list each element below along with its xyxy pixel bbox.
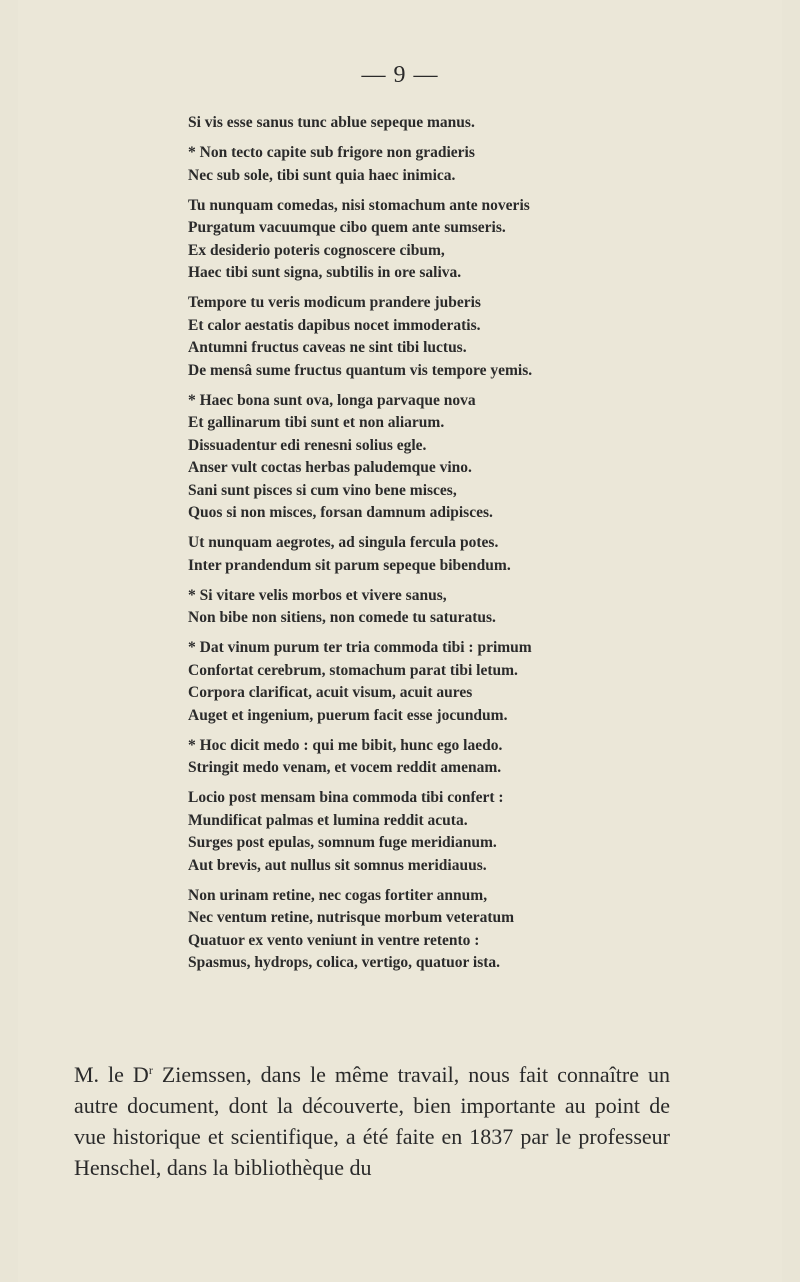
stanza (188, 112, 608, 135)
stanza (188, 292, 608, 382)
verse-line: * Haec bona sunt ova, longa parvaque nova (188, 391, 476, 409)
stanza (188, 532, 608, 577)
verse-line: * Non tecto capite sub frigore non gradieris (188, 144, 475, 161)
prose-start: M. le D (74, 1062, 149, 1087)
verse-line: Locio post mensam bina commoda tibi confert : (188, 789, 504, 806)
page-number: — 9 — (361, 62, 439, 88)
verse-line: Non urinam retine, nec cogas fortiter annum, (188, 886, 488, 904)
verse-block (188, 112, 608, 982)
verse-line: Spasmus, hydrops, colica, vertigo, quatuor ista. (188, 954, 501, 971)
verse-line: Corpora clarificat, acuit visum, acuit aures (188, 684, 473, 701)
stanza (188, 585, 608, 630)
stanza (188, 637, 608, 727)
stanza (188, 390, 608, 525)
prose-rest: Ziemssen, dans le même travail, nous fait connaître un autre document, dont la découverte, bien importante au point de vue historique et scientifique, a été faite en 1837 par le professeur Henschel, dans la bibliothèque du (74, 1062, 671, 1180)
verse-line: Et calor aestatis dapibus nocet immoderatis. (188, 316, 481, 334)
verse-line: Dissuadentur edi renesni solius egle. (188, 436, 427, 454)
verse-line: Quos si non misces, forsan damnum adipisces. (188, 504, 493, 521)
verse-line: Si vis esse sanus tunc ablue sepeque manus. (188, 114, 475, 131)
verse-line: Sani sunt pisces si cum vino bene misces, (188, 481, 457, 499)
prose-superscript: r (148, 1063, 153, 1077)
verse-line: Mundificat palmas et lumina reddit acuta. (188, 811, 468, 829)
verse-line: Ex desiderio poteris cognoscere cibum, (188, 241, 445, 259)
stanza (188, 885, 608, 975)
verse-line: Nec ventum retine, nutrisque morbum veteratum (188, 909, 515, 926)
verse-line: Confortat cerebrum, stomachum parat tibi letum. (188, 661, 518, 679)
verse-line: Nec sub sole, tibi sunt quia haec inimica. (188, 166, 456, 184)
verse-line: Auget et ingenium, puerum facit esse jocundum. (188, 706, 508, 724)
verse-line: * Hoc dicit medo : qui me bibit, hunc ego laedo. (188, 736, 503, 754)
verse-line: * Si vitare velis morbos et vivere sanus, (188, 586, 447, 604)
verse-line: Purgatum vacuumque cibo quem ante sumseris. (188, 219, 506, 236)
prose-paragraph (74, 1055, 670, 1183)
verse-line: Anser vult coctas herbas paludemque vino. (188, 459, 472, 476)
verse-line: Ut nunquam aegrotes, ad singula fercula potes. (188, 534, 499, 551)
verse-line: Surges post epulas, somnum fuge meridianum. (188, 834, 497, 851)
verse-line: Tu nunquam comedas, nisi stomachum ante noveris (188, 196, 530, 214)
verse-line: Aut brevis, aut nullus sit somnus meridiauus. (188, 856, 487, 874)
verse-line: Non bibe non sitiens, non comede tu saturatus. (188, 609, 496, 626)
stanza (188, 142, 608, 187)
stanza (188, 787, 608, 877)
verse-line: Inter prandendum sit parum sepeque bibendum. (188, 556, 511, 574)
verse-line: Quatuor ex vento veniunt in ventre retento : (188, 931, 480, 949)
stanza (188, 195, 608, 285)
verse-line: Stringit medo venam, et vocem reddit amenam. (188, 759, 502, 776)
verse-line: Haec tibi sunt signa, subtilis in ore saliva. (188, 264, 462, 281)
verse-line: Et gallinarum tibi sunt et non aliarum. (188, 414, 445, 431)
verse-line: Tempore tu veris modicum prandere juberis (188, 294, 481, 311)
verse-line: Antumni fructus caveas ne sint tibi luctus. (188, 339, 467, 356)
verse-line: De mensâ sume fructus quantum vis tempore yemis. (188, 361, 533, 379)
verse-line: * Dat vinum purum ter tria commoda tibi : primum (188, 639, 532, 656)
stanza (188, 735, 608, 780)
